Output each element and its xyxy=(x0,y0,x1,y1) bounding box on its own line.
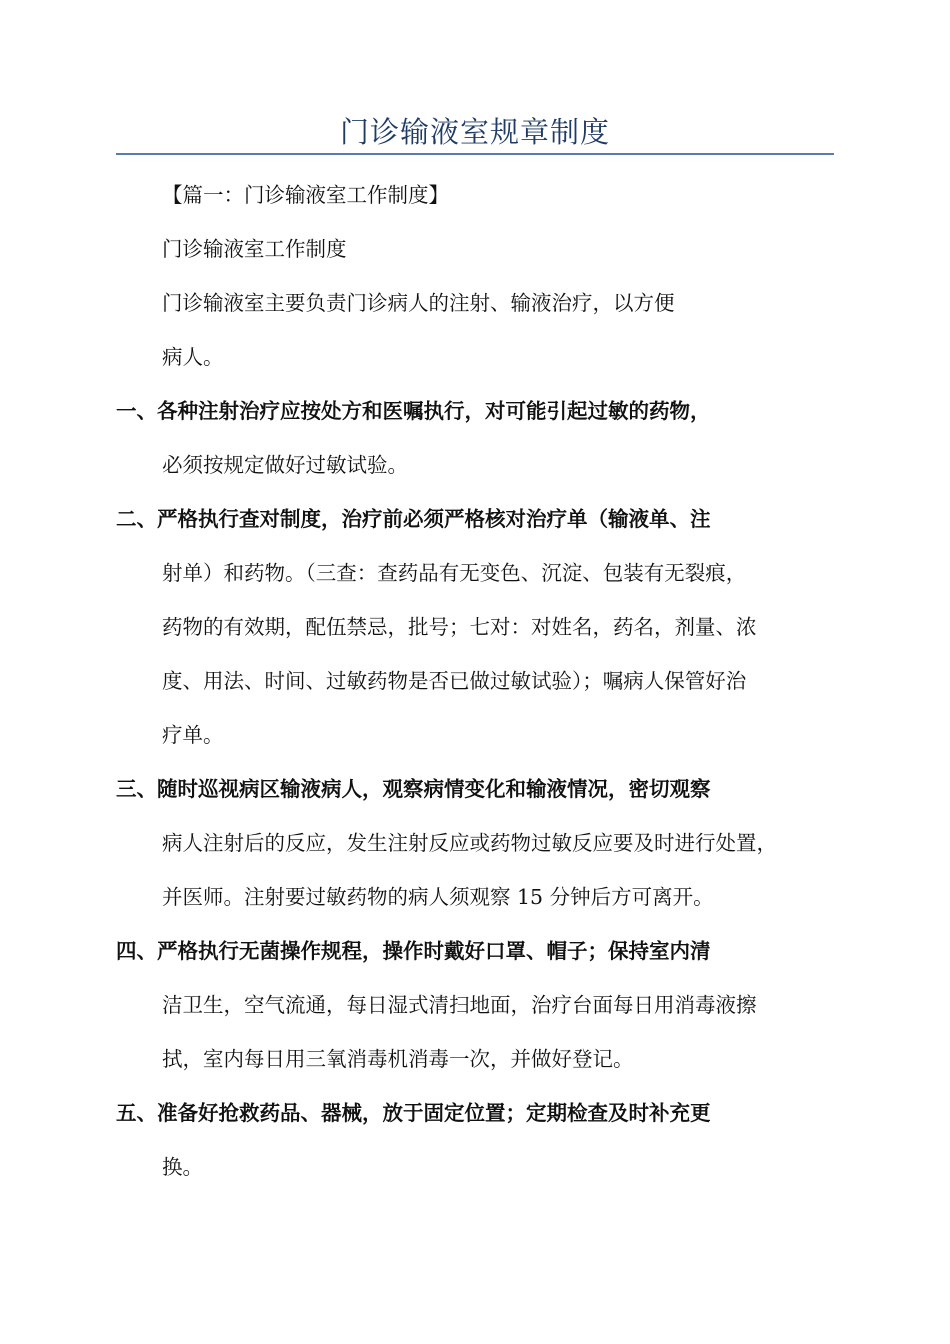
section-header: 【篇一：门诊输液室工作制度】 xyxy=(162,183,449,207)
item-5-body-1: 换。 xyxy=(162,1155,203,1179)
subtitle: 门诊输液室工作制度 xyxy=(162,237,347,261)
item-2-body-3: 度、用法、时间、过敏药物是否已做过敏试验）；嘱病人保管好治 xyxy=(162,669,747,693)
item-2-heading: 二、严格执行查对制度，治疗前必须严格核对治疗单（输液单、注 xyxy=(116,507,711,531)
item-1-heading: 一、各种注射治疗应按处方和医嘱执行，对可能引起过敏的药物， xyxy=(116,399,711,423)
item-2-body-4: 疗单。 xyxy=(162,723,224,747)
intro-line-1: 门诊输液室主要负责门诊病人的注射、输液治疗，以方便 xyxy=(162,291,675,315)
item-4-body-2: 拭，室内每日用三氧消毒机消毒一次，并做好登记。 xyxy=(162,1047,634,1071)
item-1-body-1: 必须按规定做好过敏试验。 xyxy=(162,453,408,477)
item-5-heading: 五、准备好抢救药品、器械，放于固定位置；定期检查及时补充更 xyxy=(116,1101,711,1125)
document-title: 门诊输液室规章制度 xyxy=(339,115,610,149)
item-2-body-1: 射单）和药物。（三查：查药品有无变色、沉淀、包装有无裂痕， xyxy=(162,561,747,585)
item-4-heading: 四、严格执行无菌操作规程，操作时戴好口罩、帽子；保持室内清 xyxy=(116,939,711,963)
item-2-body-2: 药物的有效期，配伍禁忌，批号；七对：对姓名，药名，剂量、浓 xyxy=(162,615,757,639)
item-3-heading: 三、随时巡视病区输液病人，观察病情变化和输液情况，密切观察 xyxy=(116,777,711,801)
item-3-body-2: 并医师。注射要过敏药物的病人须观察 15 分钟后方可离开。 xyxy=(162,885,714,909)
item-3-body-1: 病人注射后的反应，发生注射反应或药物过敏反应要及时进行处置， xyxy=(162,831,777,855)
item-4-body-1: 洁卫生，空气流通，每日湿式清扫地面，治疗台面每日用消毒液擦 xyxy=(162,993,757,1017)
intro-line-2: 病人。 xyxy=(162,345,224,369)
title-underline xyxy=(116,153,834,155)
